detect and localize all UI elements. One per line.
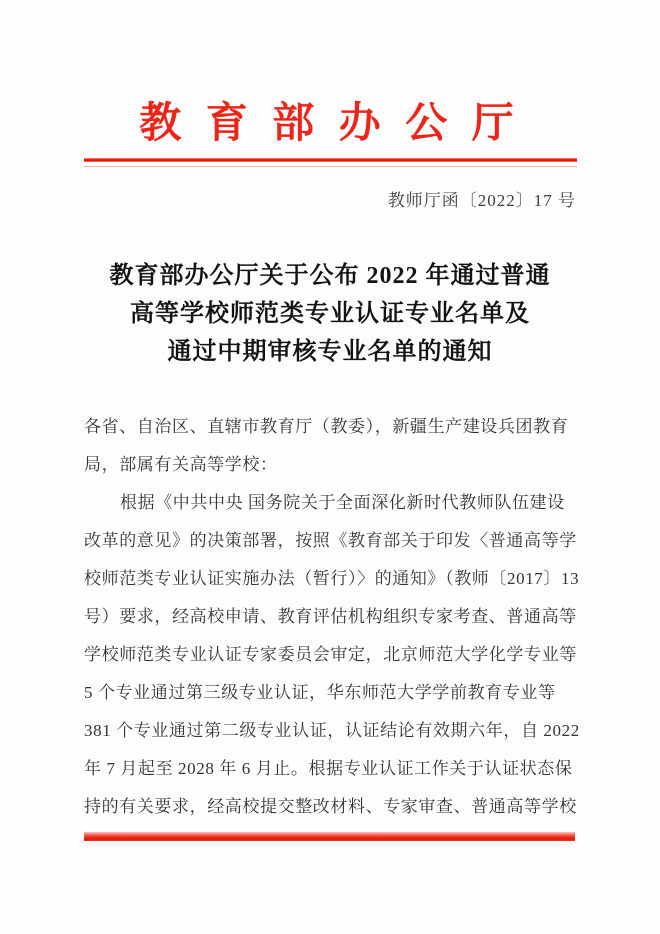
body-text-line: 5 个专业通过第三级专业认证，华东师范大学学前教育专业等 [84,683,556,702]
letterhead-rule-thin [84,166,577,167]
body-text-line: 381 个专业通过第二级专业认证，认证结论有效期六年，自 2022 [84,721,580,740]
page-bottom-red-rule [84,832,575,841]
body-text-line: 改革的意见》的决策部署，按照《教育部关于印发〈普通高等学 [84,531,577,550]
document-reference-number: 教师厅函〔2022〕17 号 [387,191,576,210]
notice-title [40,257,620,371]
notice-title-line: 通过中期审核专业名单的通知 [167,339,493,365]
body-text-line: 根据《中共中央 国务院关于全面深化新时代教师队伍建设 [120,493,565,512]
letterhead-rule-thick [84,158,577,162]
body-text-line: 持的有关要求，经高校提交整改材料、专家审查、普通高等学校 [84,797,577,816]
body-text-line: 校师范类专业认证实施办法（暂行）〉的通知》（教师〔2017〕13 [84,569,580,588]
body-text-line: 年 7 月起至 2028 年 6 月止。根据专业认证工作关于认证状态保 [84,759,573,778]
notice-body [84,408,584,826]
body-text-line: 局，部属有关高等学校： [84,455,278,474]
body-text-line: 各省、自治区、直辖市教育厅（教委），新疆生产建设兵团教育 [84,417,569,436]
notice-title-line: 教育部办公厅关于公布 2022 年通过普通 [109,263,551,289]
body-text-line: 号）要求，经高校申请、教育评估机构组织专家考查、普通高等 [84,607,577,626]
agency-letterhead: 教 育 部 办 公 厅 [139,101,521,147]
body-text-line: 学校师范类专业认证专家委员会审定，北京师范大学化学专业等 [84,645,577,664]
notice-title-line: 高等学校师范类专业认证专业名单及 [130,301,530,327]
